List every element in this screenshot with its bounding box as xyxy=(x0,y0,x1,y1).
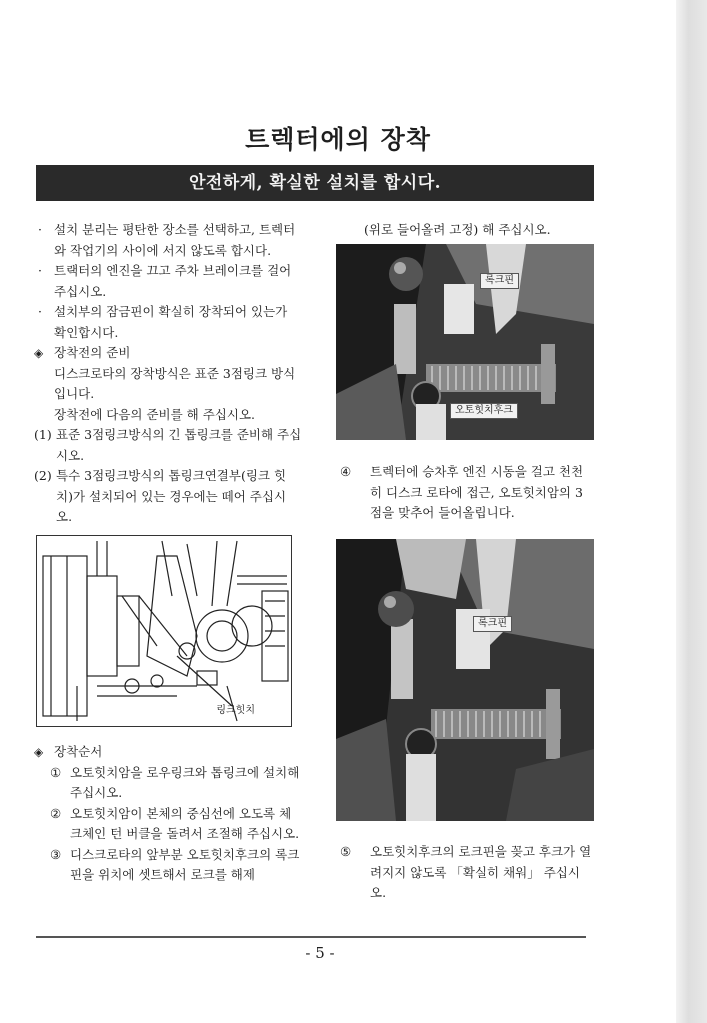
bullet-item xyxy=(34,302,302,343)
lock-pin-label: 록크핀 xyxy=(480,273,519,289)
page-edge-shadow xyxy=(676,0,707,1023)
step-text: 트렉터에 승차후 엔진 시동을 걸고 천천히 디스크 로타에 접근, 오토힛치암의 3점을 맞추어 들어올립니다. xyxy=(370,464,584,520)
step-text: 오토힛치암을 로우링크와 톱링크에 설치해 주십시오. xyxy=(70,764,300,800)
step3-continuation: (위로 들어올려 고정) 해 주십시오. xyxy=(364,222,551,237)
step-item xyxy=(34,845,302,886)
step-item xyxy=(340,842,592,904)
lock-pin-label: 록크핀 xyxy=(473,616,512,632)
prep-heading-text: 장착전의 준비 xyxy=(54,345,131,360)
prep-item-text: 표준 3점링크방식의 긴 톱링크를 준비해 주십시오. xyxy=(56,427,302,463)
auto-hitch-hook-label: 오토힛치후크 xyxy=(450,403,518,419)
step-text: 오토힛치암이 본체의 중심선에 오도록 체크체인 턴 버클을 돌려서 조절해 주십시오. xyxy=(70,805,300,841)
bullet-dot-icon: · xyxy=(38,304,42,319)
bullet-item xyxy=(34,261,302,302)
page-title: 트렉터에의 장착 xyxy=(245,125,431,154)
left-column xyxy=(34,220,302,528)
bullet-dot-icon: · xyxy=(38,222,42,237)
bullet-dot-icon: · xyxy=(38,263,42,278)
bullet-text: 설치 분리는 평탄한 장소를 선택하고, 트렉터와 작업기의 사이에 서지 않도록 합시다. xyxy=(54,222,296,258)
page-number: - 5 - xyxy=(305,944,335,962)
step-text: 오토힛치후크의 로크핀을 꽂고 후크가 열려지지 않도록 「확실히 채워」 주십시오. xyxy=(370,844,592,900)
bullet-item xyxy=(34,220,302,261)
hook-photo-2-image xyxy=(336,539,594,821)
figure-caption: 링크힛치 xyxy=(216,705,255,716)
prep-line: 장착전에 다음의 준비를 해 주십시오. xyxy=(54,406,255,422)
footer-rule xyxy=(36,936,586,938)
hook-photo-1 xyxy=(336,244,594,440)
step-item xyxy=(34,804,302,845)
step-number: ③ xyxy=(50,846,62,862)
bullet-text: 트랙터의 엔진을 끄고 주차 브레이크를 걸어 주십시오. xyxy=(54,263,292,299)
link-hitch-drawing xyxy=(37,536,291,726)
step-number: ④ xyxy=(340,464,352,479)
step-item xyxy=(34,763,302,804)
prep-item-text: 특수 3점링크방식의 톱링크연결부(링크 힛치)가 설치되어 있는 경우에는 떼어 주십시오. xyxy=(56,468,287,524)
link-hitch-figure xyxy=(36,535,292,727)
prep-item-label: (2) xyxy=(34,468,52,483)
prep-heading xyxy=(34,343,302,364)
hook-photo-2 xyxy=(336,539,594,821)
diamond-bullet-icon: ◈ xyxy=(34,745,44,759)
step-number: ⑤ xyxy=(340,844,352,859)
step-item xyxy=(340,462,592,524)
bullet-text: 설치부의 잠금핀이 확실히 장착되어 있는가 확인합시다. xyxy=(54,304,288,340)
prep-item-label: (1) xyxy=(34,427,52,442)
step-text: 디스크로타의 앞부분 오토힛치후크의 록크핀을 위치에 셋트해서 로크를 해제 xyxy=(70,846,300,882)
safety-banner: 안전하게, 확실한 설치를 합시다. xyxy=(36,165,594,201)
steps-heading-text: 장착순서 xyxy=(54,744,103,759)
install-steps xyxy=(34,742,302,886)
steps-heading xyxy=(34,742,302,763)
prep-item xyxy=(34,425,302,466)
prep-line: 디스크로타의 장착방식은 표준 3점링크 방식 입니다. xyxy=(54,365,296,401)
step-number: ② xyxy=(50,805,62,821)
diamond-bullet-icon: ◈ xyxy=(34,346,44,360)
step-number: ① xyxy=(50,764,62,780)
prep-item xyxy=(34,466,302,528)
